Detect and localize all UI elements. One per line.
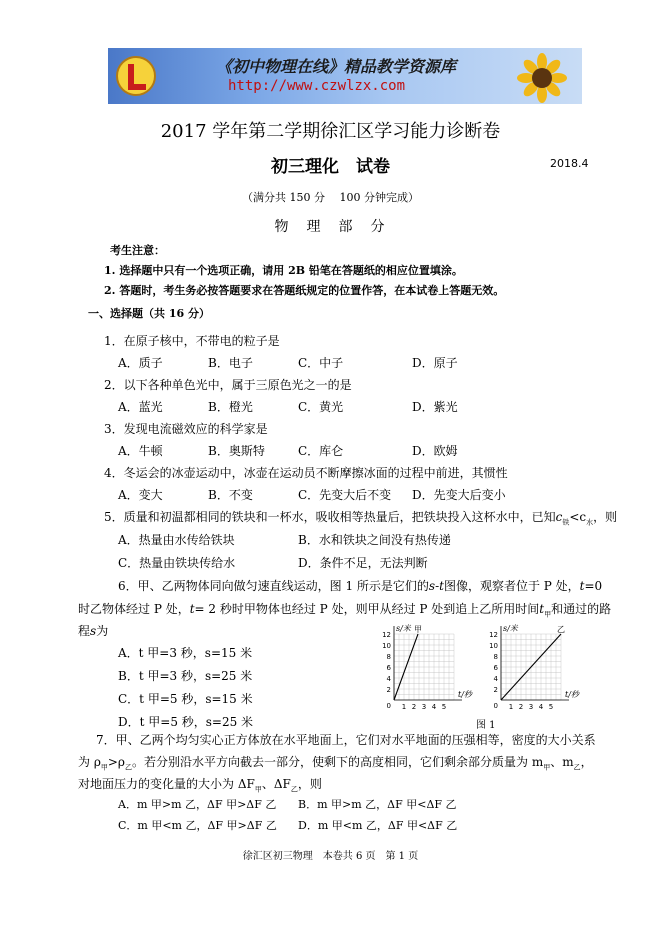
option-c: C．热量由铁块传给水 bbox=[118, 556, 236, 570]
notice-item: 2. 答题时，考生务必按答题要求在答题纸规定的位置作答，在本试卷上答题无效。 bbox=[104, 284, 505, 297]
option-d: D．原子 bbox=[412, 356, 458, 370]
notice-item: 1. 选择题中只有一个选项正确，请用 2B 铅笔在答题纸的相应位置填涂。 bbox=[104, 264, 463, 277]
option-c: C．先变大后不变 bbox=[298, 488, 392, 502]
option-a: A．牛顿 bbox=[118, 444, 163, 458]
option-d: D．欧姆 bbox=[412, 444, 458, 458]
option-a: A．变大 bbox=[118, 488, 163, 502]
option-b: B．奥斯特 bbox=[208, 444, 265, 458]
question-stem-line: 对地面压力的变化量的大小为 $\Delta F_甲$、$\Delta F_乙$，则 bbox=[78, 777, 322, 794]
y-tick-label: 4 bbox=[493, 675, 498, 683]
option-d: D．t 甲=5 秒，s=25 米 bbox=[118, 715, 254, 729]
option-a: A．t 甲=3 秒，s=15 米 bbox=[118, 646, 253, 660]
option-a: A．蓝光 bbox=[118, 400, 163, 414]
option-a: A．质子 bbox=[118, 356, 163, 370]
option-d: D．紫光 bbox=[412, 400, 458, 414]
option-b: B．不变 bbox=[208, 488, 253, 502]
option-c: C．t 甲=5 秒，s=15 米 bbox=[118, 692, 253, 706]
page-subtitle: 初三理化 试卷 bbox=[271, 157, 390, 177]
option-b: B．电子 bbox=[208, 356, 253, 370]
y-tick-label: 4 bbox=[386, 675, 391, 683]
x-tick-label: 2 bbox=[518, 703, 524, 711]
option-b: B．水和铁块之间没有热传递 bbox=[298, 533, 451, 547]
option-b: B．t 甲=3 秒，s=25 米 bbox=[118, 669, 253, 683]
option-b: B．橙光 bbox=[208, 400, 253, 414]
page-footer: 徐汇区初三物理 本卷共 6 页 第 1 页 bbox=[242, 851, 419, 862]
banner bbox=[108, 48, 582, 104]
x-tick-label: 1 bbox=[508, 703, 514, 711]
x-tick-label: 5 bbox=[548, 703, 554, 711]
figure-label: 图 1 bbox=[476, 720, 496, 731]
option-a: A．m 甲>m 乙，ΔF 甲>ΔF 乙 bbox=[118, 798, 277, 811]
page-title: 2017 学年第二学期徐汇区学习能力诊断卷 bbox=[160, 121, 501, 142]
question-stem: 5．质量和初温都相同的铁块和一杯水，吸收相等热量后，把铁块投入这杯水中，已知$c_铁<c_水$，则 bbox=[104, 510, 618, 527]
option-c: C．库仑 bbox=[298, 444, 344, 458]
series-label: 乙 bbox=[557, 625, 565, 634]
x-tick-label: 4 bbox=[538, 703, 544, 711]
section-title: 物 理 部 分 bbox=[274, 219, 387, 235]
origin-label: 0 bbox=[493, 702, 498, 710]
question-stem: 2．以下各种单色光中，属于三原色光之一的是 bbox=[104, 378, 352, 392]
y-tick-label: 8 bbox=[493, 653, 498, 661]
x-tick-label: 3 bbox=[421, 703, 427, 711]
y-axis-label: s/米 bbox=[503, 624, 518, 633]
part-heading: 一、选择题（共 16 分） bbox=[88, 307, 210, 320]
y-tick-label: 2 bbox=[493, 686, 498, 694]
question-stem: 3．发现电流磁效应的科学家是 bbox=[104, 422, 268, 436]
x-axis-label: t/秒 bbox=[458, 690, 472, 699]
question-stem-line: 时乙物体经过 P 处，t= 2 秒时甲物体也经过 P 处，则甲从经过 P 处到追上乙所用时间$t_甲$和通过的路 bbox=[78, 602, 612, 619]
x-tick-label: 2 bbox=[411, 703, 417, 711]
y-tick-label: 2 bbox=[386, 686, 391, 694]
x-axis-label: t/秒 bbox=[565, 690, 579, 699]
option-c: C．黄光 bbox=[298, 400, 344, 414]
option-b: B．m 甲>m 乙，ΔF 甲<ΔF 乙 bbox=[298, 798, 457, 811]
y-tick-label: 6 bbox=[386, 664, 391, 672]
question-stem: 6．甲、乙两物体同向做匀速直线运动，图 1 所示是它们的s-t图像，观察者位于 P 处，t=0 bbox=[118, 579, 603, 593]
option-a: A．热量由水传给铁块 bbox=[118, 533, 235, 547]
question-stem-line: 程s为 bbox=[78, 624, 109, 638]
y-tick-label: 12 bbox=[489, 631, 498, 639]
y-tick-label: 10 bbox=[489, 642, 498, 650]
option-c: C．中子 bbox=[298, 356, 344, 370]
x-tick-label: 5 bbox=[441, 703, 447, 711]
x-tick-label: 4 bbox=[431, 703, 437, 711]
y-axis-label: s/米 bbox=[396, 624, 411, 633]
option-c: C．m 甲<m 乙，ΔF 甲>ΔF 乙 bbox=[118, 819, 277, 832]
site-logo-icon bbox=[114, 54, 158, 98]
question-stem: 4．冬运会的冰壶运动中，冰壶在运动员不断摩擦冰面的过程中前进，其惯性 bbox=[104, 466, 508, 480]
banner-url[interactable]: http://www.czwlzx.com bbox=[228, 78, 406, 94]
option-d: D．先变大后变小 bbox=[412, 488, 506, 502]
origin-label: 0 bbox=[386, 702, 391, 710]
exam-date: 2018.4 bbox=[550, 157, 589, 170]
x-tick-label: 1 bbox=[401, 703, 407, 711]
y-tick-label: 8 bbox=[386, 653, 391, 661]
exam-note: （满分共 150 分 100 分钟完成） bbox=[242, 191, 419, 204]
sunflower-icon bbox=[512, 52, 572, 104]
y-tick-label: 12 bbox=[382, 631, 391, 639]
x-tick-label: 3 bbox=[528, 703, 534, 711]
question-stem: 1．在原子核中，不带电的粒子是 bbox=[104, 334, 280, 348]
question-stem-line: 为 $\rho_甲>\rho_乙$。若分别沿水平方向截去一部分，使剩下的高度相同，它们剩余部分质量为 $m_甲$、$m_乙$， bbox=[78, 755, 593, 772]
option-d: D．条件不足，无法判断 bbox=[298, 556, 428, 570]
y-tick-label: 6 bbox=[493, 664, 498, 672]
y-tick-label: 10 bbox=[382, 642, 391, 650]
series-label: 甲 bbox=[414, 625, 422, 634]
option-d: D．m 甲<m 乙，ΔF 甲<ΔF 乙 bbox=[298, 819, 458, 832]
banner-title: 《初中物理在线》精品教学资源库 bbox=[216, 57, 457, 76]
question-stem: 7．甲、乙两个均匀实心正方体放在水平地面上，它们对水平地面的压强相等，密度的大小关系 bbox=[96, 733, 596, 747]
notice-heading: 考生注意： bbox=[110, 244, 165, 257]
figure-1-chart bbox=[372, 618, 579, 730]
